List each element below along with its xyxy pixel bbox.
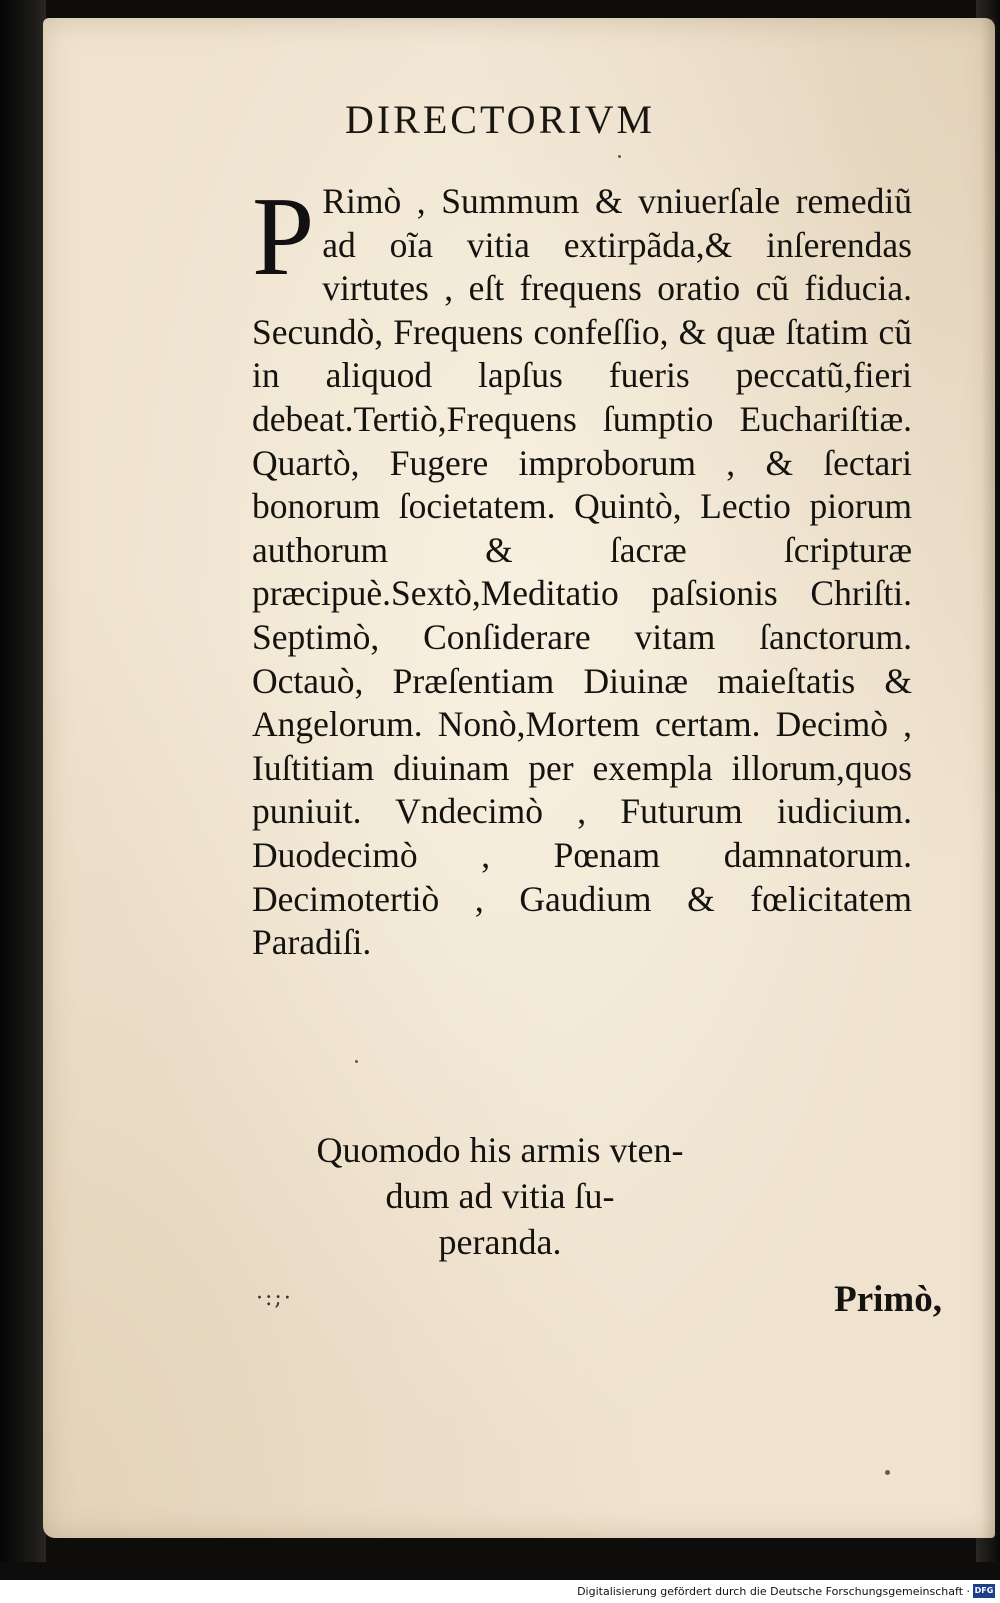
section-heading-line: Quomodo his armis vten- [316,1130,684,1170]
signature-marks: ·:;· [256,1286,293,1311]
section-heading-line: dum ad vitia ſu- [385,1176,615,1216]
digitization-footer [0,1580,1000,1603]
section-heading-line: peranda. [438,1222,562,1262]
main-paragraph [252,175,912,965]
drop-capital: P [252,175,315,299]
dfg-logo: DFG [973,1584,995,1598]
footer-credit: Digitalisierung gefördert durch die Deutsche Forschungsgemeinschaft · [577,1585,970,1598]
paper-speck [355,1060,358,1063]
paper-speck [618,155,621,158]
scan-background-left [0,0,46,1562]
catchword: Primò, [834,1279,942,1320]
running-head: DIRECTORIVM [344,97,656,142]
section-heading [0,1127,1000,1265]
paragraph-text: Rimò , Summum & vniuerſale remediũ ad oĩa vitia extirpãda,& inſerendas virtutes , eſt frequens oratio cũ fiducia. Secundò, Frequens confeſſio, & quæ ſtatim cũ in aliquod lapſus fueris peccatũ,fieri debeat.Tertiò,Frequens ſumptio Euchariſtiæ. Quartò, Fugere improborum , & ſectari bonorum ſocietatem. Quintò, Lectio piorum authorum & ſacræ ſcripturæ præcipuè.Sextò,Meditatio paſsionis Chriſti. Septimò, Conſiderare vitam ſanctorum. Octauò, Præſentiam Diuinæ maieſtatis & Angelorum. Nonò,Mortem certam. Decimò , Iuſtitiam diuinam per exempla illorum,quos puniuit. Vndecimò , Futurum iudicium. Duodecimò , Pœnam damnatorum. Decimotertiò , Gaudium & fœlicitatem Paradiſi. [252,181,912,963]
page-edge-shadow [981,18,995,1538]
paper-speck [885,1470,890,1475]
